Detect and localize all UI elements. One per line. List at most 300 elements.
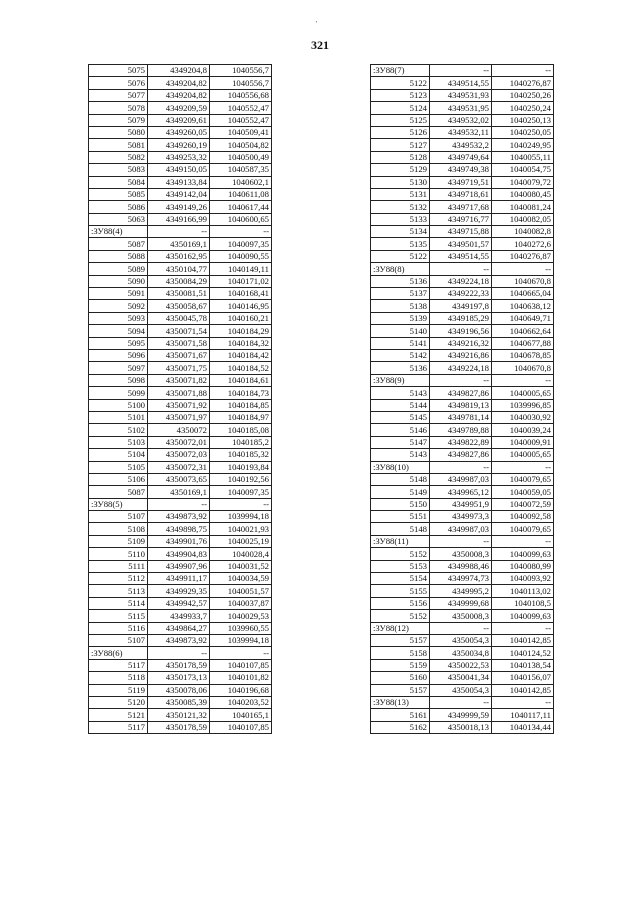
x-coordinate-cell: 4349532,02 (430, 114, 492, 126)
point-number-cell: 5149 (371, 486, 430, 498)
x-coordinate-cell: 4349904,83 (148, 548, 210, 560)
table-row (371, 176, 554, 188)
y-coordinate-cell: -- (492, 622, 554, 634)
table-row (89, 114, 272, 126)
x-coordinate-cell: -- (430, 65, 492, 77)
point-number-cell: 5132 (371, 201, 430, 213)
point-number-cell: 5131 (371, 188, 430, 200)
y-coordinate-cell: 1040099,63 (492, 548, 554, 560)
x-coordinate-cell: 4349907,96 (148, 560, 210, 572)
point-number-cell: 5156 (371, 597, 430, 609)
table-row (371, 139, 554, 151)
point-number-cell: 5162 (371, 721, 430, 733)
y-coordinate-cell: -- (492, 696, 554, 708)
y-coordinate-cell: 1040552,47 (210, 114, 272, 126)
table-row (371, 399, 554, 411)
x-coordinate-cell: 4349204,82 (148, 77, 210, 89)
y-coordinate-cell: 1040107,85 (210, 721, 272, 733)
x-coordinate-cell: 4349514,55 (430, 250, 492, 262)
table-row (89, 597, 272, 609)
y-coordinate-cell: 1040500,49 (210, 151, 272, 163)
point-number-cell: :ЗУ88(7) (371, 65, 430, 77)
x-coordinate-cell: 4349204,8 (148, 65, 210, 77)
point-number-cell: 5110 (89, 548, 148, 560)
point-number-cell: 5088 (89, 250, 148, 262)
table-row (89, 164, 272, 176)
table-row (371, 424, 554, 436)
x-coordinate-cell: 4349142,04 (148, 188, 210, 200)
x-coordinate-cell: -- (148, 226, 210, 238)
y-coordinate-cell: 1040249,95 (492, 139, 554, 151)
table-row (371, 573, 554, 585)
x-coordinate-cell: -- (148, 647, 210, 659)
table-row (371, 337, 554, 349)
point-number-cell: 5154 (371, 573, 430, 585)
x-coordinate-cell: 4349749,38 (430, 164, 492, 176)
point-number-cell: 5097 (89, 362, 148, 374)
point-number-cell: 5082 (89, 151, 148, 163)
x-coordinate-cell: 4349253,32 (148, 151, 210, 163)
point-number-cell: 5122 (371, 77, 430, 89)
y-coordinate-cell: 1040149,11 (210, 263, 272, 275)
x-coordinate-cell: 4350178,59 (148, 721, 210, 733)
coordinates-table-left (88, 64, 272, 734)
table-row (371, 250, 554, 262)
x-coordinate-cell: 4349514,55 (430, 77, 492, 89)
point-number-cell: 5083 (89, 164, 148, 176)
y-coordinate-cell: 1040556,68 (210, 89, 272, 101)
point-number-cell: 5078 (89, 102, 148, 114)
point-number-cell: 5084 (89, 176, 148, 188)
point-number-cell: 5127 (371, 139, 430, 151)
table-row (371, 461, 554, 473)
point-number-cell: 5123 (371, 89, 430, 101)
point-number-cell: 5117 (89, 721, 148, 733)
point-number-cell: 5133 (371, 213, 430, 225)
point-number-cell: 5104 (89, 449, 148, 461)
scan-mark: ' (316, 20, 318, 28)
point-number-cell: 5147 (371, 436, 430, 448)
x-coordinate-cell: 4349216,32 (430, 337, 492, 349)
x-coordinate-cell: 4349873,92 (148, 511, 210, 523)
point-number-cell: 5109 (89, 535, 148, 547)
y-coordinate-cell: 1040030,92 (492, 411, 554, 423)
y-coordinate-cell: 1040079,65 (492, 523, 554, 535)
table-row (89, 89, 272, 101)
point-number-cell: 5118 (89, 672, 148, 684)
table-row (89, 201, 272, 213)
y-coordinate-cell: 1040600,65 (210, 213, 272, 225)
y-coordinate-cell: 1040142,85 (492, 634, 554, 646)
table-row (371, 449, 554, 461)
table-row (371, 77, 554, 89)
point-number-cell: 5089 (89, 263, 148, 275)
x-coordinate-cell: 4349749,64 (430, 151, 492, 163)
y-coordinate-cell: 1040276,87 (492, 250, 554, 262)
y-coordinate-cell: 1040250,05 (492, 126, 554, 138)
y-coordinate-cell: 1040138,54 (492, 659, 554, 671)
y-coordinate-cell: 1040080,45 (492, 188, 554, 200)
point-number-cell: 5115 (89, 610, 148, 622)
table-row (371, 164, 554, 176)
table-row (89, 573, 272, 585)
table-row (371, 672, 554, 684)
x-coordinate-cell: 4350084,29 (148, 275, 210, 287)
table-row (371, 374, 554, 386)
y-coordinate-cell: 1040184,85 (210, 399, 272, 411)
x-coordinate-cell: 4350071,97 (148, 411, 210, 423)
y-coordinate-cell: 1040168,41 (210, 288, 272, 300)
y-coordinate-cell: 1040124,52 (492, 647, 554, 659)
table-row (371, 411, 554, 423)
x-coordinate-cell: 4350058,67 (148, 300, 210, 312)
table-row (371, 696, 554, 708)
y-coordinate-cell: 1040021,93 (210, 523, 272, 535)
y-coordinate-cell: 1040662,64 (492, 325, 554, 337)
table-row (371, 263, 554, 275)
y-coordinate-cell: 1040556,7 (210, 65, 272, 77)
y-coordinate-cell: 1039994,18 (210, 634, 272, 646)
point-number-cell: 5099 (89, 387, 148, 399)
point-number-cell: 5135 (371, 238, 430, 250)
point-number-cell: 5121 (89, 709, 148, 721)
table-row (371, 325, 554, 337)
point-number-cell: 5116 (89, 622, 148, 634)
x-coordinate-cell: 4349988,46 (430, 560, 492, 572)
x-coordinate-cell: 4349204,82 (148, 89, 210, 101)
point-number-cell: 5079 (89, 114, 148, 126)
table-row (89, 399, 272, 411)
x-coordinate-cell: 4350071,88 (148, 387, 210, 399)
x-coordinate-cell: 4350054,3 (430, 684, 492, 696)
x-coordinate-cell: -- (430, 622, 492, 634)
y-coordinate-cell: 1040552,47 (210, 102, 272, 114)
point-number-cell: 5076 (89, 77, 148, 89)
x-coordinate-cell: 4349260,05 (148, 126, 210, 138)
table-row (89, 647, 272, 659)
point-number-cell: :ЗУ88(9) (371, 374, 430, 386)
point-number-cell: 5080 (89, 126, 148, 138)
coordinates-table-right (370, 64, 554, 734)
table-row (89, 213, 272, 225)
table-row (89, 176, 272, 188)
table-row (371, 659, 554, 671)
table-row (371, 585, 554, 597)
y-coordinate-cell: 1040184,29 (210, 325, 272, 337)
x-coordinate-cell: 4350071,75 (148, 362, 210, 374)
x-coordinate-cell: 4349166,99 (148, 213, 210, 225)
y-coordinate-cell: 1040025,19 (210, 535, 272, 547)
y-coordinate-cell: 1040028,4 (210, 548, 272, 560)
x-coordinate-cell: 4349827,86 (430, 387, 492, 399)
x-coordinate-cell: 4349827,86 (430, 449, 492, 461)
y-coordinate-cell: 1040185,08 (210, 424, 272, 436)
table-row (371, 436, 554, 448)
x-coordinate-cell: 4350054,3 (430, 634, 492, 646)
y-coordinate-cell: 1039994,18 (210, 511, 272, 523)
table-row (371, 709, 554, 721)
table-row (89, 560, 272, 572)
x-coordinate-cell: 4350072,31 (148, 461, 210, 473)
table-row (89, 411, 272, 423)
x-coordinate-cell: 4350121,32 (148, 709, 210, 721)
x-coordinate-cell: 4349531,95 (430, 102, 492, 114)
table-row (371, 151, 554, 163)
table-row (371, 610, 554, 622)
point-number-cell: 5157 (371, 634, 430, 646)
table-row (371, 102, 554, 114)
x-coordinate-cell: 4350008,3 (430, 548, 492, 560)
y-coordinate-cell: 1040250,26 (492, 89, 554, 101)
y-coordinate-cell: 1040670,8 (492, 362, 554, 374)
table-row (371, 647, 554, 659)
table-row (89, 250, 272, 262)
x-coordinate-cell: 4349999,59 (430, 709, 492, 721)
y-coordinate-cell: 1040101,82 (210, 672, 272, 684)
x-coordinate-cell: 4350072 (148, 424, 210, 436)
x-coordinate-cell: 4349150,05 (148, 164, 210, 176)
point-number-cell: 5081 (89, 139, 148, 151)
table-row (371, 226, 554, 238)
y-coordinate-cell: 1040184,42 (210, 349, 272, 361)
point-number-cell: 5141 (371, 337, 430, 349)
table-row (371, 548, 554, 560)
y-coordinate-cell: -- (492, 263, 554, 275)
point-number-cell: 5155 (371, 585, 430, 597)
y-coordinate-cell: 1040203,52 (210, 696, 272, 708)
x-coordinate-cell: -- (430, 461, 492, 473)
table-row (89, 449, 272, 461)
table-row (371, 362, 554, 374)
y-coordinate-cell: 1040677,88 (492, 337, 554, 349)
y-coordinate-cell: 1040617,44 (210, 201, 272, 213)
x-coordinate-cell: 4349718,61 (430, 188, 492, 200)
x-coordinate-cell: 4349209,61 (148, 114, 210, 126)
table-row (89, 634, 272, 646)
table-row (371, 89, 554, 101)
page-number: 321 (311, 38, 329, 52)
point-number-cell: 5107 (89, 634, 148, 646)
y-coordinate-cell: 1040079,65 (492, 473, 554, 485)
table-row (371, 721, 554, 733)
y-coordinate-cell: 1040678,85 (492, 349, 554, 361)
table-row (89, 226, 272, 238)
x-coordinate-cell: 4349216,86 (430, 349, 492, 361)
point-number-cell: 5145 (371, 411, 430, 423)
y-coordinate-cell: 1040072,59 (492, 498, 554, 510)
x-coordinate-cell: 4350169,1 (148, 486, 210, 498)
y-coordinate-cell: 1040184,73 (210, 387, 272, 399)
point-number-cell: 5136 (371, 275, 430, 287)
y-coordinate-cell: 1040171,02 (210, 275, 272, 287)
x-coordinate-cell: 4349929,35 (148, 585, 210, 597)
x-coordinate-cell: 4349873,92 (148, 634, 210, 646)
y-coordinate-cell: 1040192,56 (210, 473, 272, 485)
y-coordinate-cell: 1040107,85 (210, 659, 272, 671)
point-number-cell: 5090 (89, 275, 148, 287)
y-coordinate-cell: 1040099,63 (492, 610, 554, 622)
point-number-cell: 5151 (371, 511, 430, 523)
point-number-cell: 5114 (89, 597, 148, 609)
point-number-cell: 5094 (89, 325, 148, 337)
x-coordinate-cell: 4349716,77 (430, 213, 492, 225)
y-coordinate-cell: -- (492, 535, 554, 547)
table-row (371, 597, 554, 609)
point-number-cell: 5140 (371, 325, 430, 337)
point-number-cell: 5150 (371, 498, 430, 510)
table-row (371, 275, 554, 287)
y-coordinate-cell: 1040665,04 (492, 288, 554, 300)
y-coordinate-cell: 1040039,24 (492, 424, 554, 436)
x-coordinate-cell: 4350071,82 (148, 374, 210, 386)
x-coordinate-cell: 4350073,65 (148, 473, 210, 485)
y-coordinate-cell: -- (210, 498, 272, 510)
table-row (89, 263, 272, 275)
table-row (371, 473, 554, 485)
x-coordinate-cell: 4349133,84 (148, 176, 210, 188)
x-coordinate-cell: 4349717,68 (430, 201, 492, 213)
table-row (89, 126, 272, 138)
x-coordinate-cell: 4349715,88 (430, 226, 492, 238)
y-coordinate-cell: 1040059,05 (492, 486, 554, 498)
x-coordinate-cell: -- (430, 696, 492, 708)
table-row (89, 151, 272, 163)
point-number-cell: 5134 (371, 226, 430, 238)
point-number-cell: 5126 (371, 126, 430, 138)
point-number-cell: 5157 (371, 684, 430, 696)
point-number-cell: 5102 (89, 424, 148, 436)
x-coordinate-cell: 4350018,13 (430, 721, 492, 733)
table-row (89, 275, 272, 287)
point-number-cell: 5148 (371, 523, 430, 535)
x-coordinate-cell: 4349532,11 (430, 126, 492, 138)
point-number-cell: 5063 (89, 213, 148, 225)
point-number-cell: 5160 (371, 672, 430, 684)
table-row (371, 535, 554, 547)
table-row (89, 622, 272, 634)
y-coordinate-cell: 1040005,65 (492, 387, 554, 399)
point-number-cell: 5152 (371, 548, 430, 560)
y-coordinate-cell: 1040556,7 (210, 77, 272, 89)
x-coordinate-cell: 4350085,39 (148, 696, 210, 708)
y-coordinate-cell: 1040082,8 (492, 226, 554, 238)
table-row (89, 535, 272, 547)
point-number-cell: 5098 (89, 374, 148, 386)
y-coordinate-cell: 1040185,2 (210, 436, 272, 448)
point-number-cell: 5101 (89, 411, 148, 423)
y-coordinate-cell: 1040193,84 (210, 461, 272, 473)
x-coordinate-cell: 4350072,03 (148, 449, 210, 461)
point-number-cell: 5138 (371, 300, 430, 312)
table-row (89, 473, 272, 485)
y-coordinate-cell: 1040082,05 (492, 213, 554, 225)
x-coordinate-cell: 4349260,19 (148, 139, 210, 151)
x-coordinate-cell: 4349819,13 (430, 399, 492, 411)
y-coordinate-cell: 1040602,1 (210, 176, 272, 188)
point-number-cell: 5095 (89, 337, 148, 349)
x-coordinate-cell: 4350178,59 (148, 659, 210, 671)
table-row (89, 523, 272, 535)
table-row (371, 387, 554, 399)
y-coordinate-cell: 1040184,61 (210, 374, 272, 386)
point-number-cell: 5120 (89, 696, 148, 708)
y-coordinate-cell: 1040093,92 (492, 573, 554, 585)
x-coordinate-cell: 4350034,8 (430, 647, 492, 659)
y-coordinate-cell: 1040031,52 (210, 560, 272, 572)
point-number-cell: 5158 (371, 647, 430, 659)
table-row (89, 288, 272, 300)
point-number-cell: 5139 (371, 312, 430, 324)
table-row (89, 659, 272, 671)
y-coordinate-cell: 1040034,59 (210, 573, 272, 585)
table-row (371, 300, 554, 312)
x-coordinate-cell: 4349209,59 (148, 102, 210, 114)
table-row (371, 238, 554, 250)
table-row (371, 511, 554, 523)
point-number-cell: 5107 (89, 511, 148, 523)
y-coordinate-cell: 1040504,82 (210, 139, 272, 151)
y-coordinate-cell: 1040081,24 (492, 201, 554, 213)
y-coordinate-cell: 1040005,65 (492, 449, 554, 461)
y-coordinate-cell: 1040184,52 (210, 362, 272, 374)
point-number-cell: 5129 (371, 164, 430, 176)
x-coordinate-cell: 4349999,68 (430, 597, 492, 609)
point-number-cell: 5136 (371, 362, 430, 374)
x-coordinate-cell: 4349224,18 (430, 362, 492, 374)
point-number-cell: 5092 (89, 300, 148, 312)
table-row (89, 461, 272, 473)
point-number-cell: 5124 (371, 102, 430, 114)
point-number-cell: 5143 (371, 449, 430, 461)
table-row (89, 585, 272, 597)
table-row (89, 548, 272, 560)
y-coordinate-cell: 1040160,21 (210, 312, 272, 324)
table-row (89, 610, 272, 622)
point-number-cell: 5087 (89, 238, 148, 250)
y-coordinate-cell: 1040009,91 (492, 436, 554, 448)
point-number-cell: 5125 (371, 114, 430, 126)
y-coordinate-cell: 1040670,8 (492, 275, 554, 287)
y-coordinate-cell: 1040097,35 (210, 486, 272, 498)
point-number-cell: 5128 (371, 151, 430, 163)
table-row (89, 102, 272, 114)
y-coordinate-cell: 1040587,35 (210, 164, 272, 176)
table-row (371, 349, 554, 361)
table-row (89, 424, 272, 436)
y-coordinate-cell: 1040142,85 (492, 684, 554, 696)
y-coordinate-cell: -- (492, 461, 554, 473)
x-coordinate-cell: 4349898,75 (148, 523, 210, 535)
point-number-cell: 5077 (89, 89, 148, 101)
table-row (89, 312, 272, 324)
point-number-cell: 5146 (371, 424, 430, 436)
table-row (89, 238, 272, 250)
point-number-cell: 5143 (371, 387, 430, 399)
table-row (89, 721, 272, 733)
x-coordinate-cell: -- (430, 374, 492, 386)
point-number-cell: 5086 (89, 201, 148, 213)
table-row (89, 374, 272, 386)
x-coordinate-cell: 4349973,3 (430, 511, 492, 523)
point-number-cell: :ЗУ88(10) (371, 461, 430, 473)
table-row (371, 634, 554, 646)
table-row (371, 523, 554, 535)
x-coordinate-cell: 4349987,03 (430, 473, 492, 485)
table-row (89, 436, 272, 448)
y-coordinate-cell: 1040156,07 (492, 672, 554, 684)
y-coordinate-cell: 1040055,11 (492, 151, 554, 163)
table-row (371, 114, 554, 126)
